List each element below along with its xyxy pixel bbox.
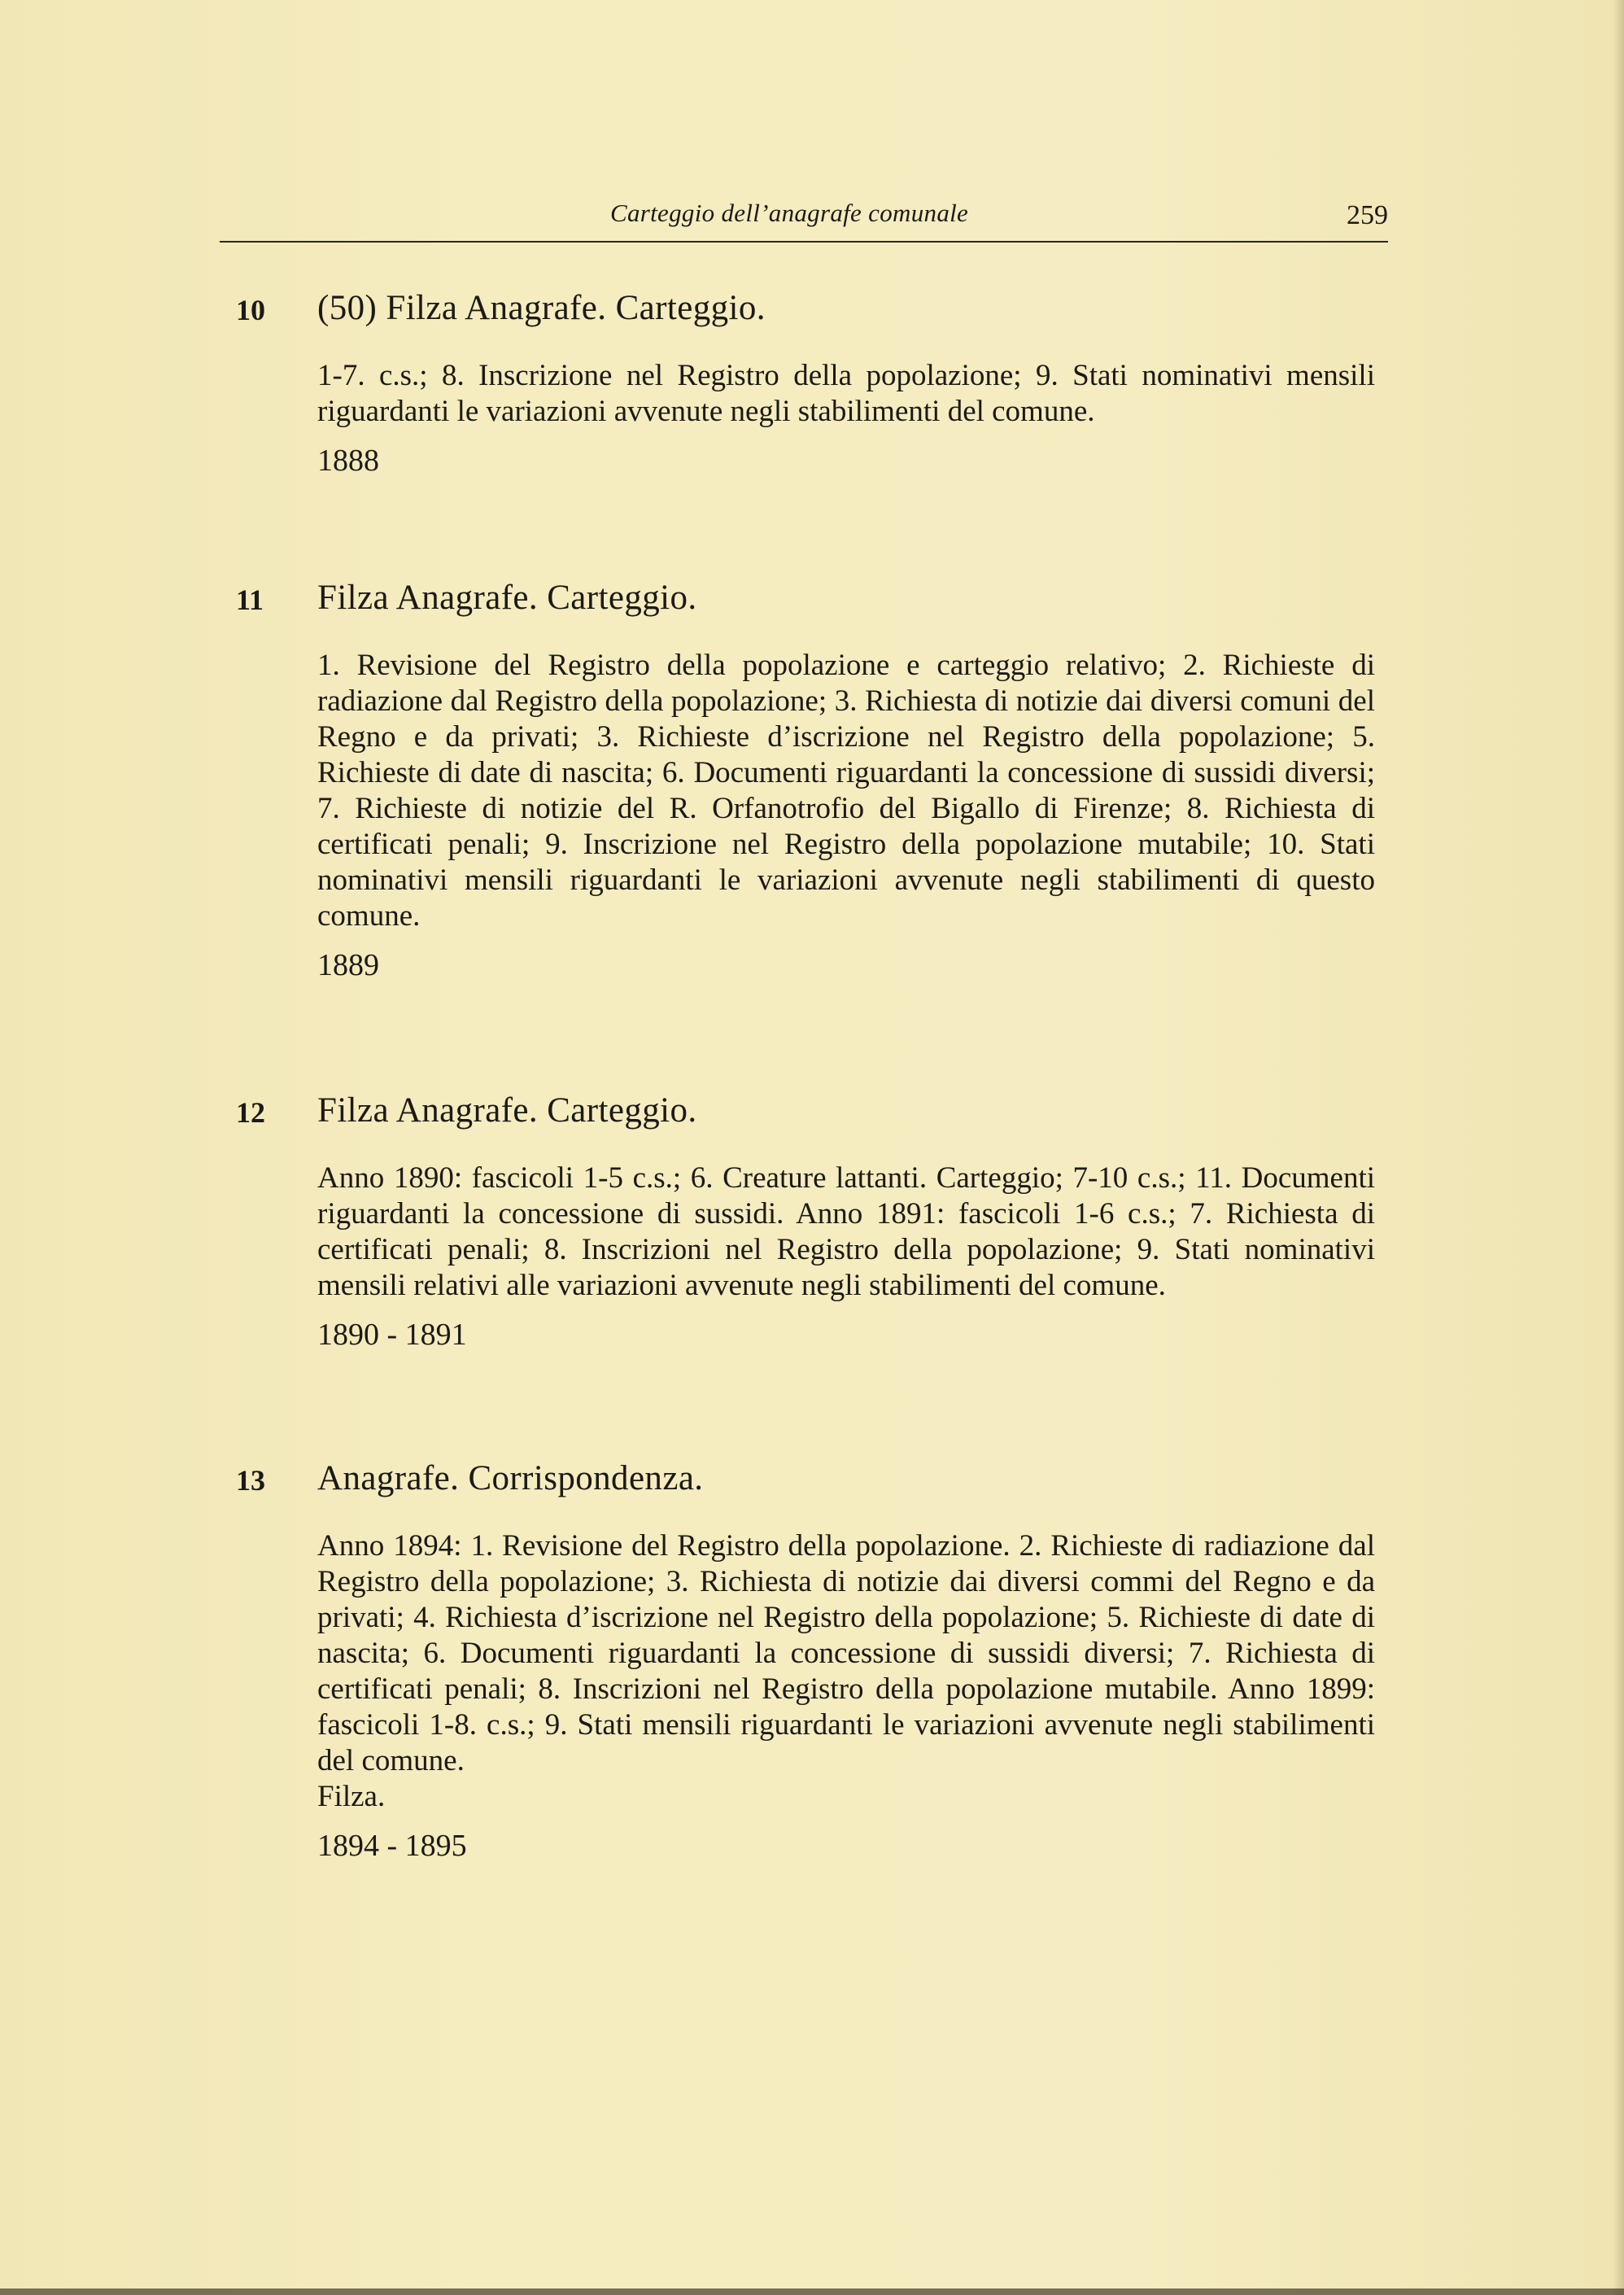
entry-format-note: Filza. (317, 1780, 386, 1813)
entry-heading (236, 1459, 1383, 1512)
entry-heading (236, 1091, 1383, 1144)
header-rule (220, 241, 1388, 243)
entry-description: Anno 1890: fascicoli 1-5 c.s.; 6. Creature lattanti. Carteggio; 7-10 c.s.; 11. Documenti riguardanti la concessione di sussidi. Anno 1891: fascicoli 1-6 c.s.; 7. Richiesta di certificati penali; 8. Inscrizioni nel Registro della popolazione; 9. Stati nominativi mensili relativi alle variazioni avvenute negli stabilimenti del comune. (317, 1161, 1375, 1302)
entry-title: Filza Anagrafe. Carteggio. (317, 1091, 697, 1130)
entry-date: 1889 (317, 948, 379, 982)
archive-entry-12 (236, 1091, 1383, 1353)
entry-title: (50) Filza Anagrafe. Carteggio. (317, 289, 766, 327)
entry-title: Anagrafe. Corrispondenza. (317, 1459, 704, 1497)
entry-date: 1894 - 1895 (317, 1829, 467, 1863)
entry-number: 13 (236, 1464, 265, 1497)
archive-entry-13 (236, 1459, 1383, 1864)
entry-number: 10 (236, 294, 265, 326)
entry-description: Anno 1894: 1. Revisione del Registro della popolazione. 2. Richieste di radiazione dal Registro della popolazione; 3. Richiesta di notizie dai diversi commi del Regno e da privati; 4. Richiesta d’iscrizione nel Registro della popolazione; 5. Richieste di date di nascita; 6. Documenti riguardanti la concessione di sussidi diversi; 7. Richiesta di certificati penali; 8. Inscrizioni nel Registro della popolazione mutabile. Anno 1899: fascicoli 1-8. c.s.; 9. Stati mensili riguardanti le variazioni avvenute negli stabilimenti del comune. (317, 1529, 1375, 1777)
entry-description: 1. Revisione del Registro della popolazione e carteggio relativo; 2. Richieste di radiazione dal Registro della popolazione; 3. Richiesta di notizie dai diversi comuni del Regno e da privati; 3. Richieste d’iscrizione nel Registro della popolazione; 5. Richieste di date di nascita; 6. Documenti riguardanti la concessione di sussidi diversi; 7. Richieste di notizie del R. Orfanotrofio del Bigallo di Firenze; 8. Richiesta di certificati penali; 9. Inscrizione nel Registro della popolazione mutabile; 10. Stati nominativi mensili riguardanti le variazioni avvenute negli stabilimenti di questo comune. (317, 649, 1375, 933)
running-header (220, 199, 1388, 239)
running-header-title: Carteggio dell’anagrafe comunale (610, 199, 969, 227)
archive-entry-10 (236, 289, 1383, 479)
entry-title: Filza Anagrafe. Carteggio. (317, 579, 697, 617)
archive-entry-11 (236, 579, 1383, 983)
entry-description: 1-7. c.s.; 8. Inscrizione nel Registro della popolazione; 9. Stati nominativi mensili riguardanti le variazioni avvenute negli stabilimenti del comune. (317, 359, 1375, 428)
entry-number: 11 (236, 584, 264, 616)
page-number: 259 (1347, 200, 1388, 230)
page-gutter-shadow (1613, 0, 1624, 2295)
entry-number: 12 (236, 1096, 265, 1129)
page-bottom-edge (0, 2288, 1624, 2295)
entry-heading (236, 579, 1383, 632)
entry-date: 1890 - 1891 (317, 1318, 467, 1352)
entry-date: 1888 (317, 444, 379, 478)
entry-heading (236, 289, 1383, 342)
